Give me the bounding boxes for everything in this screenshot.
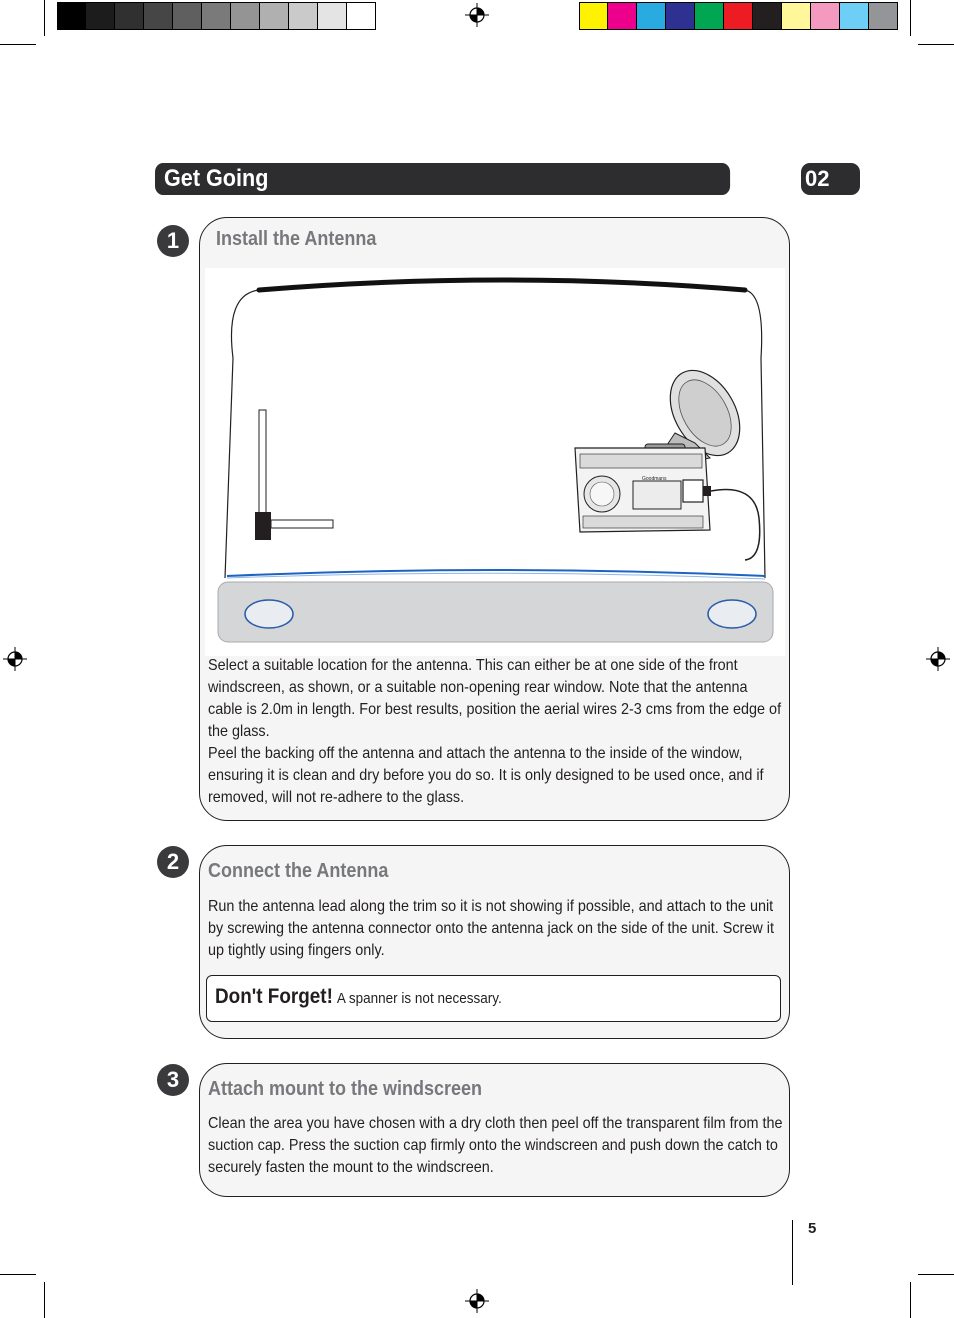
dashboard (218, 582, 773, 642)
page-number: 5 (808, 1220, 817, 1237)
device-brand: Goodmans (642, 476, 667, 482)
note-text: A spanner is not necessary. (336, 990, 502, 1007)
air-vent-right (708, 600, 756, 628)
crop-mark (44, 0, 45, 36)
color-swatch (666, 2, 695, 30)
windscreen-illustration (205, 268, 785, 656)
color-swatch (869, 2, 898, 30)
paragraph: Clean the area you have chosen with a dry cloth then peel off the transparent film from the suction cap. Press the suction cap firmly onto the windscreen and push down the catch to securely fasten the mount to the windscreen. (208, 1115, 783, 1176)
paragraph: Select a suitable location for the antenna. This can either be at one side of the front windscreen, as shown, or a suitable non-opening rear window. Note that the antenna cable is 2.0m in length. For best results, position the aerial wires 2-3 cms from the edge of the glass. (208, 657, 782, 740)
color-swatch (347, 2, 376, 30)
color-swatch (202, 2, 231, 30)
color-swatch (260, 2, 289, 30)
color-swatch (782, 2, 811, 30)
step-number-3: 3 (157, 1064, 189, 1096)
step-title-install-antenna: Install the Antenna (216, 228, 377, 250)
registration-mark-right (926, 647, 950, 671)
color-swatch (695, 2, 724, 30)
color-swatch (608, 2, 637, 30)
color-swatch (289, 2, 318, 30)
registration-mark-top (465, 3, 489, 27)
color-swatch (144, 2, 173, 30)
registration-mark-left (3, 647, 27, 671)
color-swatch (173, 2, 202, 30)
color-swatch (637, 2, 666, 30)
paragraph: Peel the backing off the antenna and attach the antenna to the inside of the window, ensuring it is clean and dry before you do so. It is only designed to be used once, and if removed, will not re-adhere to the glass. (208, 745, 764, 806)
dont-forget-note (206, 975, 781, 1022)
antenna-module (255, 512, 271, 540)
crop-mark (0, 1274, 36, 1275)
chapter-number: 02 (805, 166, 830, 191)
color-swatch (811, 2, 840, 30)
step-body-connect-antenna (208, 896, 784, 962)
color-swatch (57, 2, 86, 30)
step-title-connect-antenna: Connect the Antenna (208, 860, 389, 882)
crop-mark (44, 1282, 45, 1318)
color-swatch (115, 2, 144, 30)
color-swatch (579, 2, 608, 30)
page-divider (792, 1220, 793, 1285)
step-panel-attach-mount (199, 1063, 790, 1197)
color-calibration-bar (579, 2, 898, 30)
color-swatch (318, 2, 347, 30)
step-body-install-antenna (208, 655, 784, 809)
step-title-attach-mount: Attach mount to the windscreen (208, 1078, 483, 1100)
color-swatch (86, 2, 115, 30)
color-swatch (840, 2, 869, 30)
note-title: Don't Forget! (215, 985, 333, 1008)
air-vent-left (245, 600, 293, 628)
color-swatch (753, 2, 782, 30)
radio-unit (575, 448, 711, 532)
antenna-horizontal-wire (271, 520, 333, 528)
crop-mark (910, 0, 911, 36)
color-swatch (724, 2, 753, 30)
color-swatch (231, 2, 260, 30)
crop-mark (918, 1274, 954, 1275)
crop-mark (0, 44, 36, 45)
crop-mark (910, 1282, 911, 1318)
step-number-2: 2 (157, 846, 189, 878)
grey-calibration-bar (57, 2, 376, 30)
crop-mark (918, 44, 954, 45)
registration-mark-bottom (465, 1289, 489, 1313)
step-body-attach-mount (208, 1113, 784, 1179)
chapter-tab (801, 163, 860, 195)
section-header (155, 163, 730, 195)
step-number-1: 1 (157, 225, 189, 257)
paragraph: Run the antenna lead along the trim so it is not showing if possible, and attach to the unit by screwing the antenna connector onto the antenna jack on the side of the unit. Screw it up tightly using fingers only. (208, 898, 774, 959)
section-title: Get Going (164, 165, 269, 192)
